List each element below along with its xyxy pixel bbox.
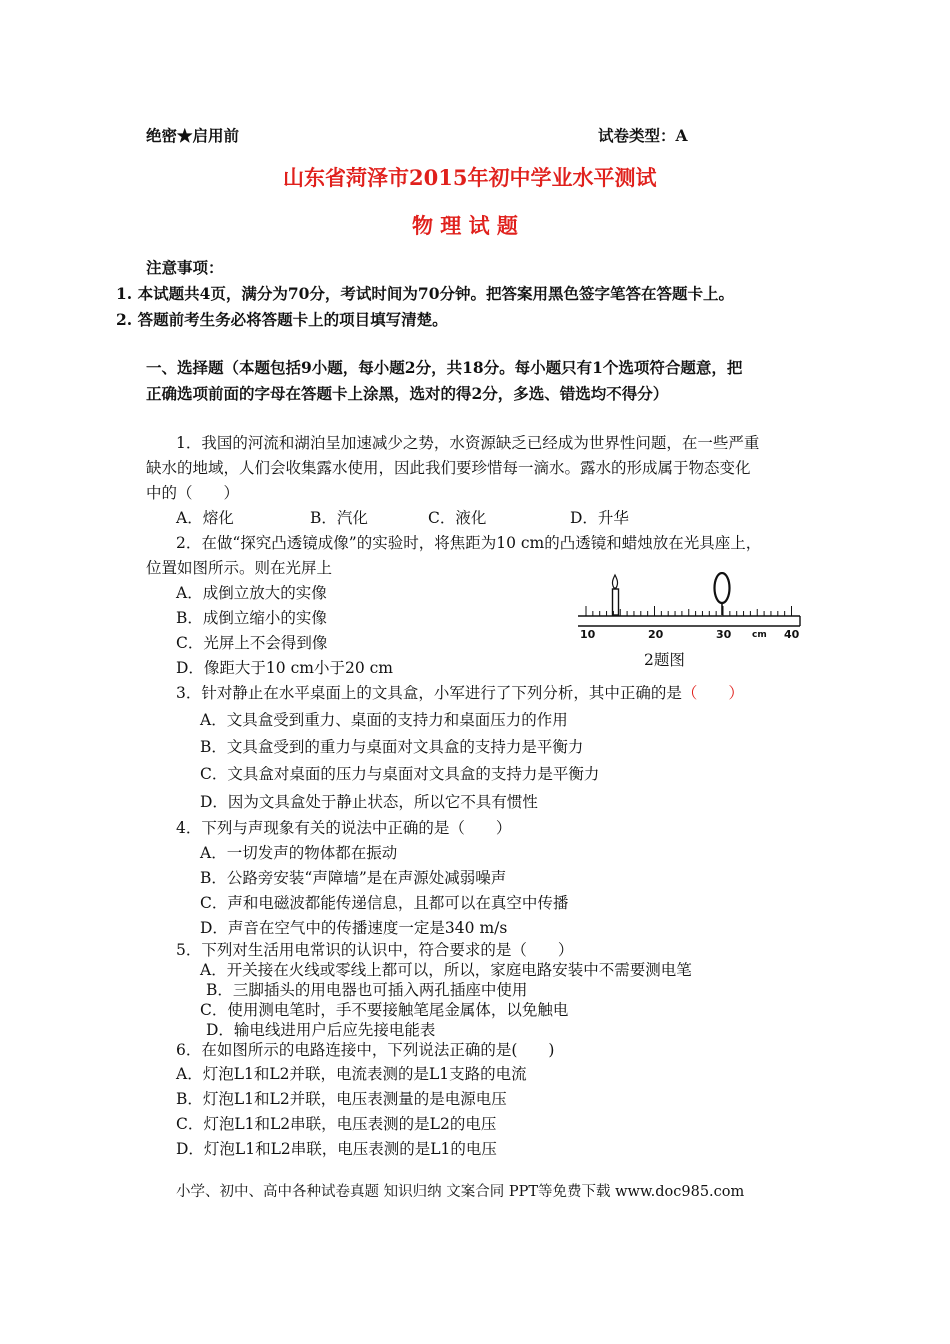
q6-option-c: C．灯泡L1和L2串联，电压表测的是L2的电压 [176,1115,497,1133]
q2-line2: 位置如图所示。则在光屏上 [146,559,333,577]
q1-option-d: D．升华 [570,509,629,527]
q1-line1: 1．我国的河流和湖泊呈加速减少之势，水资源缺乏已经成为世界性问题，在一些严重 [176,434,760,452]
q3-stem-text: 3．针对静止在水平桌面上的文具盒，小军进行了下列分析，其中正确的是 [176,684,682,702]
page-footer: 小学、初中、高中各种试卷真题 知识归纳 文案合同 PPT等免费下载 www.doc985.com [176,1184,745,1200]
q1-line3: 中的（ ） [146,484,240,502]
q5-option-c: C．使用测电笔时，手不要接触笔尾金属体，以免触电 [200,1001,569,1019]
q6-option-d: D．灯泡L1和L2串联，电压表测的是L1的电压 [176,1140,497,1158]
notice-heading: 注意事项： [146,258,224,277]
q4-option-d: D．声音在空气中的传播速度一定是340 m/s [200,919,508,937]
tick-label-20: 20 [648,628,664,641]
q6-option-a: A．灯泡L1和L2并联，电流表测的是L1支路的电流 [176,1065,527,1083]
q2-option-b: B．成倒立缩小的实像 [176,609,327,627]
page-subtitle: 物 理 试 题 [412,213,518,238]
q1-option-b: B．汽化 [310,509,368,527]
q2-option-c: C．光屏上不会得到像 [176,634,328,652]
q3-stem [176,683,744,703]
paper-type-label: 试卷类型：A [598,126,688,145]
q4-option-a: A．一切发声的物体都在振动 [200,844,398,862]
q5-option-b: B．三脚插头的用电器也可插入两孔插座中使用 [206,981,528,999]
q2-option-a: A．成倒立放大的实像 [176,584,327,602]
q5-option-d: D．输电线进用户后应先接电能表 [206,1021,436,1039]
q1-line2: 缺水的地域，人们会收集露水使用，因此我们要珍惜每一滴水。露水的形成属于物态变化 [146,459,751,477]
q3-option-d: D．因为文具盒处于静止状态，所以它不具有惯性 [200,793,538,811]
q1-option-a: A．熔化 [176,509,234,527]
notice-item-1: 1. 本试题共4页，满分为70分，考试时间为70分钟。把答案用黑色签字笔答在答题卡上。 [116,284,735,303]
q3-option-b: B．文具盒受到的重力与桌面对文具盒的支持力是平衡力 [200,738,584,756]
ruler-unit: cm [752,630,767,640]
tick-label-10: 10 [580,628,596,641]
section-heading-line1: 一、选择题（本题包括9小题，每小题2分，共18分。每小题只有1个选项符合题意，把 [146,358,743,377]
q2-option-d: D．像距大于10 cm小于20 cm [176,659,393,677]
candle [612,575,618,615]
q4-option-c: C．声和电磁波都能传递信息，且都可以在真空中传播 [200,894,569,912]
convex-lens [715,573,730,615]
q4-stem: 4．下列与声现象有关的说法中正确的是（ ） [176,819,512,837]
figure-caption: 2题图 [644,651,685,669]
tick-label-40: 40 [784,628,800,641]
q6-stem: 6．在如图所示的电路连接中，下列说法正确的是( ) [176,1041,555,1059]
optical-bench-figure [572,572,804,644]
notice-item-2: 2. 答题前考生务必将答题卡上的项目填写清楚。 [116,310,448,329]
section-heading-line2: 正确选项前面的字母在答题卡上涂黑，选对的得2分，多选、错选均不得分） [146,384,669,403]
q3-option-a: A．文具盒受到重力、桌面的支持力和桌面压力的作用 [200,711,568,729]
q5-stem: 5．下列对生活用电常识的认识中，符合要求的是（ ） [176,941,574,959]
secret-label: 绝密★启用前 [146,126,240,145]
q5-option-a: A．开关接在火线或零线上都可以，所以，家庭电路安装中不需要测电笔 [200,961,692,979]
q3-option-c: C．文具盒对桌面的压力与桌面对文具盒的支持力是平衡力 [200,765,600,783]
q4-option-b: B．公路旁安装“声障墙”是在声源处减弱噪声 [200,869,507,887]
q1-option-c: C．液化 [428,509,487,527]
q2-line1: 2．在做“探究凸透镜成像”的实验时，将焦距为10 cm的凸透镜和蜡烛放在光具座上， [176,534,762,552]
page-title: 山东省菏泽市2015年初中学业水平测试 [283,165,657,190]
tick-label-30: 30 [716,628,732,641]
q3-answer-bracket: （ ） [681,684,744,702]
q6-option-b: B．灯泡L1和L2并联，电压表测量的是电源电压 [176,1090,507,1108]
